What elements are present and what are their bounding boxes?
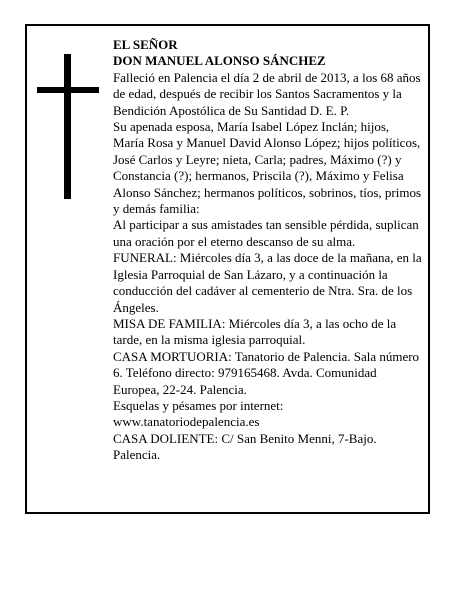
cross-vertical-bar [64, 54, 71, 199]
family-mass-info: MISA DE FAMILIA: Miércoles día 3, a las ocho de la tarde, en la misma iglesia parroquial. [113, 315, 397, 348]
funeral-home-info: CASA MORTUORIA: Tanatorio de Palencia. Sala número 6. Teléfono directo: 979165468. Avda. Comunidad Europea, 22-24. Palencia. [113, 348, 420, 397]
online-condolences: Esquelas y pésames por internet: www.tanatoriodepalencia.es [113, 397, 284, 430]
family-home-address: CASA DOLIENTE: C/ San Benito Menni, 7-Bajo. Palencia. [113, 430, 377, 463]
obituary-frame [25, 24, 430, 514]
cross-horizontal-bar [37, 87, 99, 93]
deceased-name: DON MANUEL ALONSO SÁNCHEZ [113, 53, 326, 69]
prayer-request: Al participar a sus amistades tan sensible pérdida, suplican una oración por el eterno descanso de su alma. [113, 217, 419, 249]
death-announcement: Falleció en Palencia el día 2 de abril de 2013, a los 68 años de edad, después de recibir los Santos Sacramentos y la Bendición Apostólica de Su Santidad D. E. P. [113, 69, 421, 118]
funeral-info: FUNERAL: Miércoles día 3, a las doce de la mañana, en la Iglesia Parroquial de San Lázaro, y a continuación la conducción del cadáver al cementerio de Ntra. Sra. de los Ángeles. [113, 250, 422, 315]
family-list: Su apenada esposa, María Isabel López Inclán; hijos, María Rosa y Manuel David Alonso López; hijos políticos, José Carlos y Leyre; nieta, Carla; padres, Máximo (?) y Constancia (?); hermanos, Priscila (?), Máximo y Felisa Alonso Sánchez; hermanos políticos, sobrinos, tíos, primos y demás familia: [113, 119, 422, 217]
cross-icon [37, 54, 99, 199]
obituary-text [113, 37, 423, 464]
heading-title: EL SEÑOR [113, 37, 178, 52]
